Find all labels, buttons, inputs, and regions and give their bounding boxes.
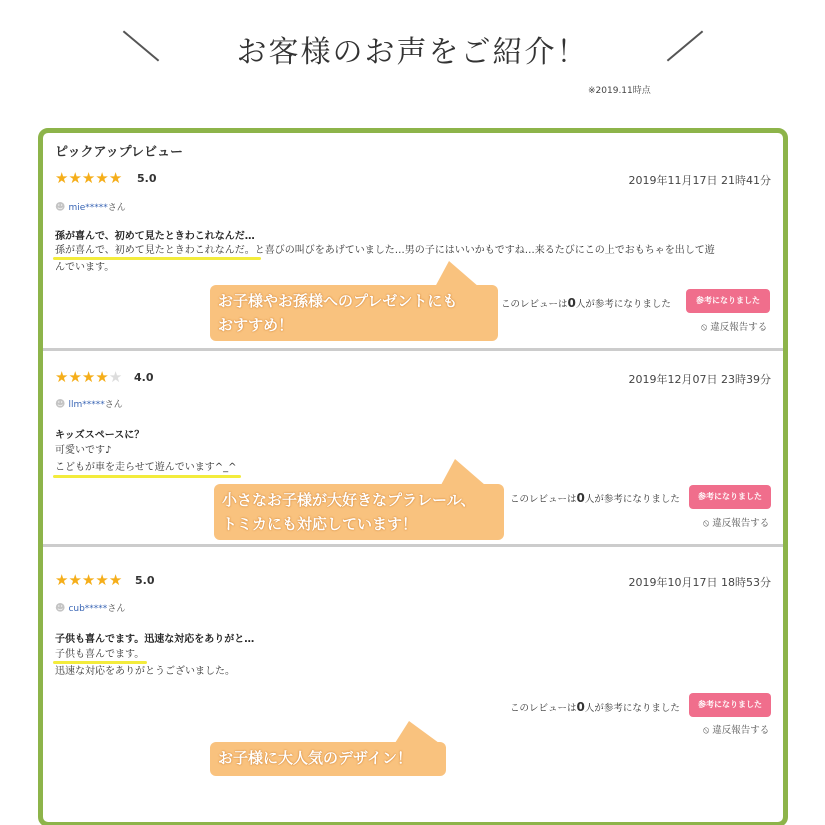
- review-card: [43, 133, 783, 348]
- prohibit-icon: ⦸: [703, 725, 713, 736]
- helpful-count-text: このレビューは0人が参考になりました: [501, 296, 671, 310]
- callout-tail: [395, 721, 439, 743]
- star-icon: ★: [55, 169, 69, 187]
- callout-tail: [441, 459, 485, 485]
- star-icon: ★: [81, 368, 96, 386]
- date-note: ※2019.11時点: [588, 86, 651, 96]
- user-icon: ☻: [55, 603, 66, 614]
- review-date: 2019年12月07日 23時39分: [628, 373, 771, 386]
- callout-line: 小さなお子様が大好きなプラレール、: [222, 491, 476, 509]
- review-body-line: 子供も喜んでます。: [55, 649, 145, 660]
- reviewer[interactable]: [55, 200, 126, 213]
- star-icon: ★: [68, 169, 82, 187]
- callout-line: おすすめ！: [218, 316, 294, 334]
- star-icon: ★: [68, 368, 82, 386]
- page-header: [0, 0, 825, 110]
- callout-tail: [435, 261, 479, 287]
- reviewer[interactable]: [55, 601, 125, 614]
- reviewer-name: llm*****: [68, 400, 105, 410]
- helpful-button[interactable]: 参考になりました: [689, 693, 771, 717]
- helpful-button[interactable]: 参考になりました: [689, 485, 771, 509]
- review-body-line: んでいます。: [55, 262, 115, 273]
- review-body-line: 迅速な対応をありがとうございました。: [55, 666, 235, 677]
- star-icon: ★: [68, 571, 82, 589]
- rating-value: 4.0: [134, 371, 154, 384]
- helpful-button[interactable]: 参考になりました: [686, 289, 770, 313]
- star-icon: ★: [108, 169, 123, 187]
- callout-line: お子様に大人気のデザイン！: [218, 749, 412, 767]
- reviewer-suffix: さん: [107, 604, 126, 614]
- star-icon: ★: [55, 368, 69, 386]
- star-icon: ★: [55, 571, 69, 589]
- star-rating: [55, 171, 122, 186]
- star-icon: ★: [108, 368, 123, 386]
- review-body: [55, 646, 775, 680]
- callout-bubble: [214, 484, 504, 540]
- helpful-count-text: このレビューは0人が参考になりました: [510, 491, 680, 505]
- review-card: [43, 348, 783, 544]
- star-icon: ★: [81, 571, 96, 589]
- report-link[interactable]: ⦸ 違反報告する: [703, 725, 770, 736]
- star-icon: ★: [95, 368, 109, 386]
- star-icon: ★: [108, 571, 123, 589]
- star-icon: ★: [95, 169, 109, 187]
- review-title: 孫が喜んで、初めて見たときわこれなんだ…: [55, 231, 255, 242]
- review-body-line: こどもが車を走らせて遊んでいます^_^: [55, 462, 237, 473]
- review-body-line: 孫が喜んで、初めて見たときわこれなんだ。と喜びの叫びをあげていました…男の子にはいいかもですね…来るたびにこの上でおもちゃを出して遊: [55, 245, 715, 256]
- prohibit-icon: ⦸: [701, 322, 711, 333]
- review-body: [55, 442, 775, 476]
- review-title: キッズスペースに？: [55, 430, 145, 441]
- helpful-count-text: このレビューは0人が参考になりました: [510, 700, 680, 714]
- star-icon: ★: [81, 169, 96, 187]
- star-rating: [55, 370, 122, 385]
- highlight-underline: [53, 661, 147, 664]
- pickup-review-panel: [38, 128, 788, 825]
- review-title: 子供も喜んでます。迅速な対応をありがと…: [55, 634, 255, 645]
- reviewer-name: mie*****: [68, 203, 108, 213]
- callout-line: お子様やお孫様へのプレゼントにも: [218, 292, 458, 310]
- reviewer[interactable]: [55, 397, 123, 410]
- review-body-line: 可愛いです♪: [55, 445, 112, 456]
- panel-title: ピックアップレビュー: [55, 145, 184, 160]
- review-date: 2019年10月17日 18時53分: [628, 576, 771, 589]
- report-link[interactable]: ⦸ 違反報告する: [701, 322, 768, 333]
- user-icon: ☻: [55, 202, 66, 213]
- reviewer-suffix: さん: [104, 400, 123, 410]
- prohibit-icon: ⦸: [703, 518, 713, 529]
- highlight-underline: [53, 257, 261, 260]
- rating-value: 5.0: [135, 574, 155, 587]
- star-icon: ★: [95, 571, 109, 589]
- rating-value: 5.0: [137, 172, 157, 185]
- callout-line: トミカにも対応しています！: [222, 515, 418, 533]
- highlight-underline: [53, 475, 241, 478]
- review-date: 2019年11月17日 21時41分: [628, 174, 771, 187]
- callout-bubble: [210, 742, 446, 776]
- review-card: [43, 544, 783, 825]
- callout-bubble: [210, 285, 498, 341]
- report-link[interactable]: ⦸ 違反報告する: [703, 518, 770, 529]
- reviewer-name: cub*****: [68, 604, 108, 614]
- page-title: お客様のお声をご紹介！: [236, 35, 589, 70]
- reviewer-suffix: さん: [107, 203, 126, 213]
- user-icon: ☻: [55, 399, 66, 410]
- star-rating: [55, 573, 122, 588]
